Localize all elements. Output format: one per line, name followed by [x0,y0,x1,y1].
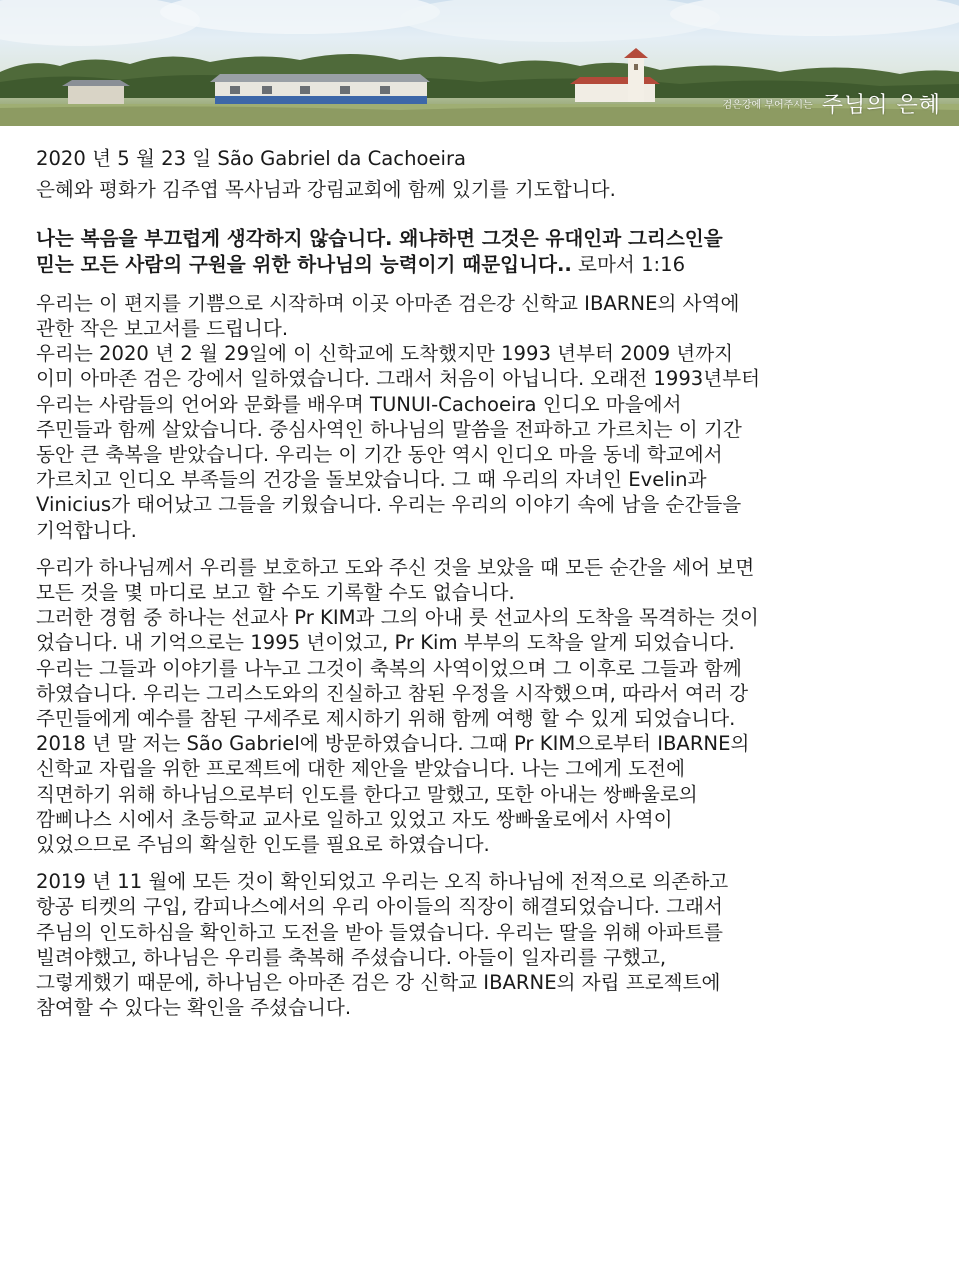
paragraph-line: 동안 큰 축복을 받았습니다. 우리는 이 기간 동안 역시 인디오 마을 동네 학교에서 [36,443,723,467]
paragraph-line: 그러한 경험 중 하나는 선교사 Pr KIM과 그의 아내 룻 선교사의 도착을 목격하는 것이 [36,606,759,630]
paragraph-2 [36,555,936,857]
paragraph-3 [36,869,936,1020]
paragraph-line: 깜삐나스 시에서 초등학교 교사로 일하고 있었고 자도 쌍빠울로에서 사역이 [36,807,673,831]
paragraph-line: 주민들에게 예수를 참된 구세주로 제시하기 위해 함께 여행 할 수 있게 되었습니다. [36,707,736,731]
paragraph-line: 2019 년 11 월에 모든 것이 확인되었고 우리는 오직 하나님에 전적으로 의존하고 [36,870,729,894]
paragraph-line: 항공 티켓의 구입, 캄피나스에서의 우리 아이들의 직장이 해결되었습니다. 그래서 [36,895,723,919]
header-banner [0,0,959,126]
verse-line-2: 믿는 모든 사람의 구원을 위한 하나님의 능력이기 때문입니다.. [36,252,572,276]
paragraph-line: 그렇게했기 때문에, 하나님은 아마존 검은 강 신학교 IBARNE의 자립 프로젝트에 [36,971,721,995]
bible-verse [36,226,936,276]
paragraph-line: 우리는 그들과 이야기를 나누고 그것이 축복의 사역이었으며 그 이후로 그들과 함께 [36,656,742,680]
banner-caption [723,88,941,119]
paragraph-line: 우리가 하나님께서 우리를 보호하고 도와 주신 것을 보았을 때 모든 순간을 세어 보면 [36,555,755,579]
paragraph-line: 2018 년 말 저는 São Gabriel에 방문하였습니다. 그때 Pr KIM으로부터 IBARNE의 [36,732,750,756]
banner-caption-small: 검은강에 부어주시는 [722,100,813,111]
paragraph-line: 우리는 2020 년 2 월 29일에 이 신학교에 도착했지만 1993 년부터 2009 년까지 [36,342,734,366]
paragraph-line: 하였습니다. 우리는 그리스도와의 진실하고 참된 우정을 시작했으며, 따라서 여러 강 [36,681,749,705]
paragraph-line: 모든 것을 몇 마디로 보고 할 수도 기록할 수도 없습니다. [36,581,515,605]
letter-body [36,146,936,1033]
paragraph-line: Vinicius가 태어났고 그들을 키웠습니다. 우리는 우리의 이야기 속에 남을 순간들을 [36,493,742,517]
banner-caption-title: 주님의 은혜 [821,93,941,118]
paragraph-1 [36,291,936,543]
paragraph-line: 빌려야했고, 하나님은 우리를 축복해 주셨습니다. 아들이 일자리를 구했고, [36,945,667,969]
verse-line-1: 나는 복음을 부끄럽게 생각하지 않습니다. 왜냐하면 그것은 유대인과 그리스인을 [36,227,723,251]
paragraph-line: 직면하기 위해 하나님으로부터 인도를 한다고 말했고, 또한 아내는 쌍빠울로의 [36,782,698,806]
paragraph-line: 었습니다. 내 기억으로는 1995 년이었고, Pr Kim 부부의 도착을 알게 되었습니다. [36,631,735,655]
paragraph-line: 관한 작은 보고서를 드립니다. [36,317,289,341]
paragraph-line: 신학교 자립을 위한 프로젝트에 대한 제안을 받았습니다. 나는 그에게 도전에 [36,757,686,781]
paragraph-line: 있었으므로 주님의 확실한 인도를 필요로 하였습니다. [36,833,490,857]
paragraph-line: 주님의 인도하심을 확인하고 도전을 받아 들였습니다. 우리는 딸을 위해 아파트를 [36,920,723,944]
letter-date-line: 2020 년 5 월 23 일 São Gabriel da Cachoeira [36,147,467,170]
paragraph-line: 가르치고 인디오 부족들의 건강을 돌보았습니다. 그 때 우리의 자녀인 Evelin과 [36,468,707,492]
paragraph-line: 우리는 이 편지를 기쁨으로 시작하며 이곳 아마존 검은강 신학교 IBARNE의 사역에 [36,291,740,315]
letter-greeting: 은혜와 평화가 김주엽 목사님과 강림교회에 함께 있기를 기도합니다. [36,178,616,202]
verse-reference: 로마서 1:16 [571,252,686,276]
paragraph-line: 참여할 수 있다는 확인을 주셨습니다. [36,996,352,1020]
paragraph-line: 이미 아마존 검은 강에서 일하였습니다. 그래서 처음이 아닙니다. 오래전 1993년부터 [36,367,761,391]
paragraph-line: 기억합니다. [36,518,137,542]
paragraph-line: 우리는 사람들의 언어와 문화를 배우며 TUNUI-Cachoeira 인디오 마을에서 [36,392,682,416]
paragraph-line: 주민들과 함께 살았습니다. 중심사역인 하나님의 말씀을 전파하고 가르치는 이 기간 [36,417,742,441]
